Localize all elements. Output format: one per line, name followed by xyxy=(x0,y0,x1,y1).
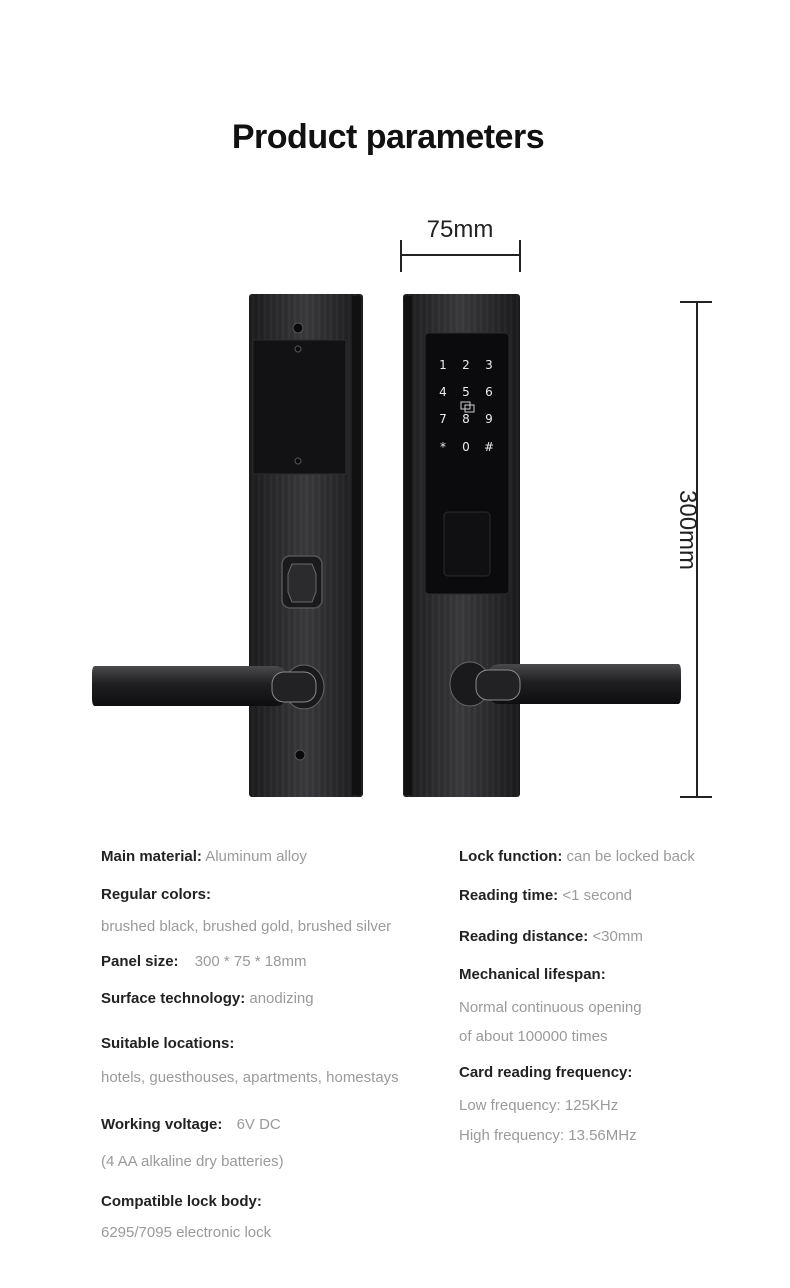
key-3[interactable]: 3 xyxy=(485,358,493,372)
regular-colors-row xyxy=(101,886,211,903)
lock-body-row xyxy=(101,1193,262,1210)
back-panel xyxy=(92,294,363,797)
lock-body-label: Compatible lock body: xyxy=(101,1193,262,1210)
panel-size-label: Panel size: xyxy=(101,953,179,970)
lifespan-row xyxy=(459,966,606,983)
locations-label: Suitable locations: xyxy=(101,1035,235,1052)
reading-distance-label: Reading distance: xyxy=(459,928,589,945)
key-5[interactable]: 5 xyxy=(462,385,470,399)
page-title: Product parameters xyxy=(231,118,545,156)
voltage-note: (4 AA alkaline dry batteries) xyxy=(101,1153,284,1170)
main-material-label: Main material: xyxy=(101,848,202,865)
panel-size-value: 300 * 75 * 18mm xyxy=(194,953,307,970)
height-dimension-label: 300mm xyxy=(674,490,701,571)
reading-time-value: <1 second xyxy=(562,887,632,904)
surface-value: anodizing xyxy=(249,990,314,1007)
lifespan-line2: of about 100000 times xyxy=(459,1028,608,1045)
frequency-row xyxy=(459,1064,632,1081)
lock-function-label: Lock function: xyxy=(459,848,563,865)
lock-function-row xyxy=(459,848,695,865)
regular-colors-label: Regular colors: xyxy=(101,886,212,903)
panel-size-row xyxy=(101,953,306,970)
reading-distance-value: <30mm xyxy=(592,928,643,945)
locations-value: hotels, guesthouses, apartments, homestays xyxy=(101,1069,399,1086)
front-panel xyxy=(403,294,681,797)
key-hash[interactable]: # xyxy=(483,440,495,454)
main-material-row xyxy=(101,848,307,865)
width-dimension-label: 75mm xyxy=(426,216,494,243)
key-1[interactable]: 1 xyxy=(439,358,447,372)
lock-body-value: 6295/7095 electronic lock xyxy=(101,1224,272,1241)
key-7[interactable]: 7 xyxy=(439,412,447,426)
main-material-value: Aluminum alloy xyxy=(205,848,307,865)
key-8[interactable]: 8 xyxy=(462,412,470,426)
height-dimension-line xyxy=(680,302,712,797)
key-4[interactable]: 4 xyxy=(439,385,447,399)
reading-time-label: Reading time: xyxy=(459,887,559,904)
voltage-value: 6V DC xyxy=(236,1116,281,1133)
lifespan-line1: Normal continuous opening xyxy=(459,999,642,1016)
frequency-line2: High frequency: 13.56MHz xyxy=(459,1127,637,1144)
surface-label: Surface technology: xyxy=(101,990,246,1007)
voltage-label: Working voltage: xyxy=(101,1116,223,1133)
locations-row xyxy=(101,1035,234,1052)
reading-time-row xyxy=(459,887,632,904)
key-2[interactable]: 2 xyxy=(462,358,470,372)
key-0[interactable]: 0 xyxy=(462,440,470,454)
lock-function-value: can be locked back xyxy=(566,848,695,865)
frequency-label: Card reading frequency: xyxy=(459,1064,633,1081)
width-dimension-line xyxy=(401,240,520,272)
surface-row xyxy=(101,990,314,1007)
key-star[interactable]: * xyxy=(440,440,446,454)
frequency-line1: Low frequency: 125KHz xyxy=(459,1097,619,1114)
lifespan-label: Mechanical lifespan: xyxy=(459,966,606,983)
key-6[interactable]: 6 xyxy=(485,385,493,399)
regular-colors-value: brushed black, brushed gold, brushed silver xyxy=(101,918,392,935)
voltage-row xyxy=(101,1116,281,1133)
key-9[interactable]: 9 xyxy=(485,412,493,426)
reading-distance-row xyxy=(459,928,643,945)
